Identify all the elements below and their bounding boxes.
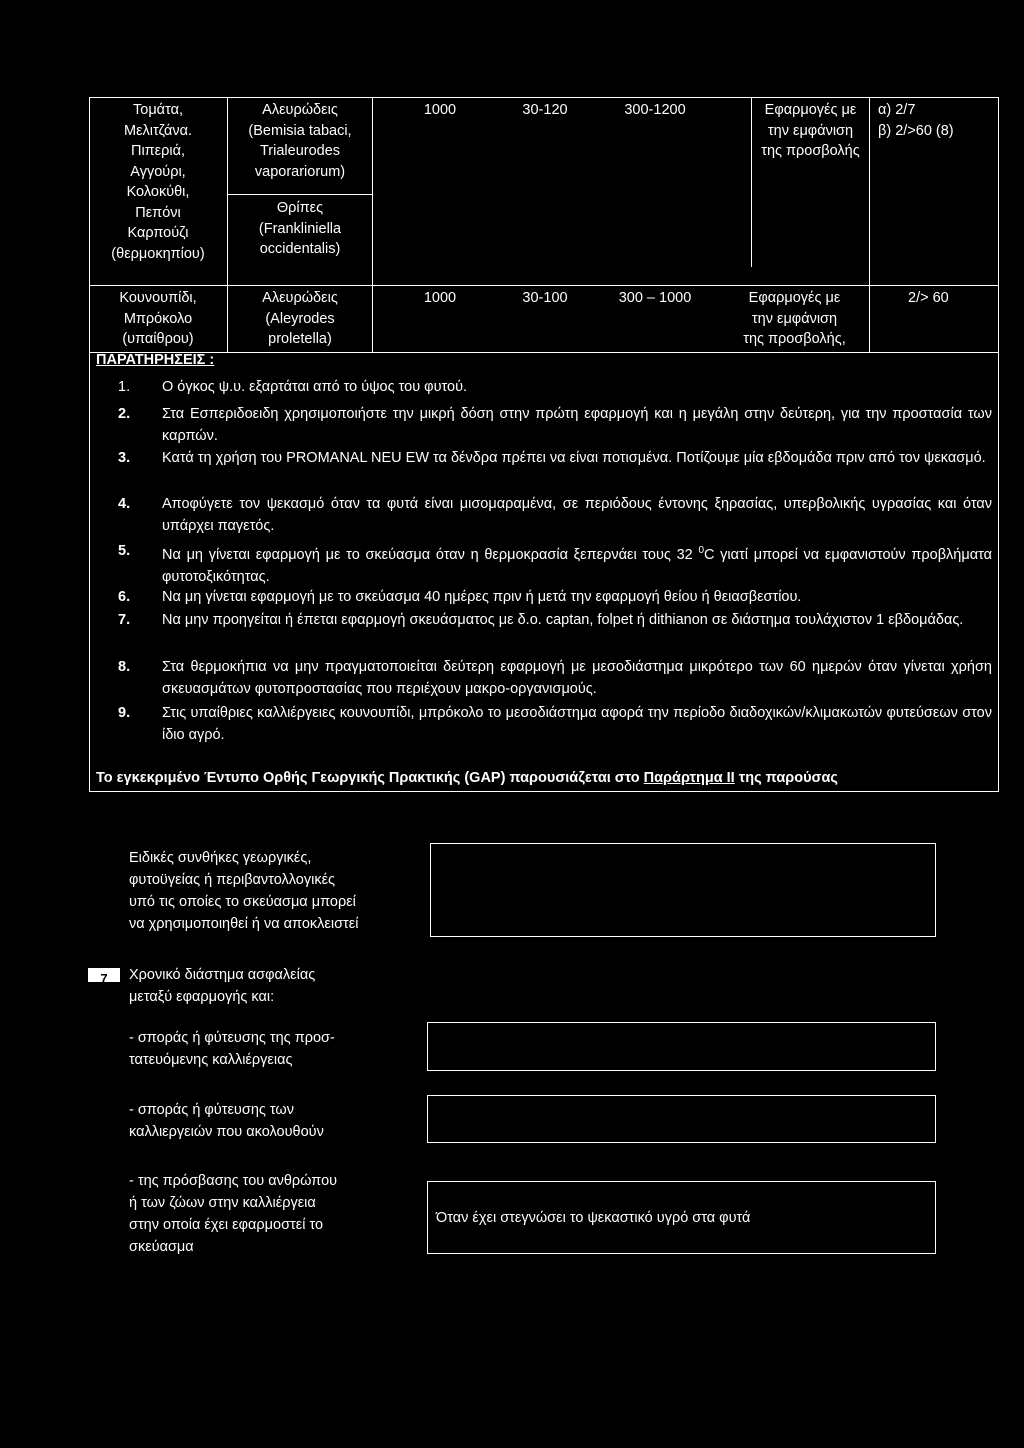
safety-item-label: - της πρόσβασης του ανθρώπου ή των ζώων στην καλλιέργεια στην οποία έχει εφαρμοστεί το σκεύασμα (129, 1173, 338, 1255)
timing-cell: Εφαρμογές με την εμφάνιση της προσβολής, (743, 290, 846, 347)
note-item: 9. Στις υπαίθριες καλλιέργειες κουνουπίδι, μπρόκολο το μεσοδιάστημα αφορά την περίοδο διαδοχικών/κλιμακωτών φυτεύσεων στον ίδιο αγρό. (118, 705, 992, 743)
safety-item-value: Όταν έχει στεγνώσει το ψεκαστικό υγρό στα φυτά (436, 1209, 751, 1226)
pest-cell: Θρίπες (Frankliniella occidentalis) (258, 200, 342, 257)
safety-item-box (427, 1095, 936, 1143)
crop-cell: Τομάτα, Μελιτζάνα. Πιπεριά, Αγγούρι, Κολοκύθι, Πεπόνι Καρπούζι (θερμοκηπίου) (111, 102, 205, 262)
note-item: 8. Στα θερμοκήπια να μην πραγματοποιείται δεύτερη εφαρμογή με μεσοδιάστημα μικρότερο των 60 ημερών όταν γίνεται χρήση σκευασμάτων φυτοπροστασίας που περιέχουν μακρο-οργανισμούς. (118, 659, 992, 697)
note-item: 5. Να μη γίνεται εφαρμογή με το σκεύασμα όταν η θερμοκρασία ξεπερνάει τους 32 $^0$C γιατί μπορεί να εμφανιστούν προβλήματα φυτοτοξικότητας. (118, 543, 993, 585)
section-number: 7 (88, 968, 120, 982)
safety-item-box (427, 1022, 936, 1071)
safety-interval-title: Χρονικό διάστημα ασφαλείας μεταξύ εφαρμογής και: (129, 967, 316, 1005)
timing-cell: Εφαρμογές με την εμφάνιση της προσβολής (761, 102, 860, 159)
apps-cell: 2/> 60 (908, 290, 949, 306)
note-item: 3. Κατά τη χρήση του PROMANAL NEU EW τα δένδρα πρέπει να είναι ποτισμένα. Ποτίζουμε μία εβδομάδα πριν από τον ψεκασμό. (118, 450, 986, 466)
volume-cell: 300-1200 (624, 102, 686, 118)
table-divider (89, 285, 999, 286)
annex-link[interactable]: Παράρτημα ΙΙ (643, 770, 735, 786)
safety-item-label: - σποράς ή φύτευσης της προσ- τατευόμενης καλλιέργειας (129, 1030, 335, 1068)
table-divider (869, 97, 870, 352)
rate-cell: 30-120 (522, 102, 568, 118)
gap-reference: Το εγκεκριμένο Έντυπο Ορθής Γεωργικής Πρακτικής (GAP) παρουσιάζεται στο Παράρτημα ΙΙ της παρούσας (96, 770, 838, 786)
special-conditions-label: Ειδικές συνθήκες γεωργικές, φυτοϋγείας ή περιβαντολλογικές υπό τις οποίες το σκεύασμα μπορεί να χρησιμοποιηθεί ή να αποκλειστεί (129, 850, 359, 932)
rate-cell: 30-100 (522, 290, 568, 306)
note-item: 7. Να μην προηγείται ή έπεται εφαρμογή σκευάσματος με δ.ο. captan, folpet ή dithianon σε διάστημα τουλάχιστον 1 εβδομάδας. (118, 612, 964, 628)
note-item: 1. Ο όγκος ψ.υ. εξαρτάται από το ύψος του φυτού. (118, 379, 468, 395)
crop-cell: Κουνουπίδι, Μπρόκολο (υπαίθρου) (119, 290, 197, 347)
special-conditions-box (430, 843, 936, 937)
notes-title: ΠΑΡΑΤΗΡΗΣΕΙΣ : (96, 352, 215, 368)
safety-item-box (427, 1181, 936, 1254)
volume-cell: 300 – 1000 (618, 290, 692, 306)
table-divider (227, 194, 373, 195)
table-divider (372, 97, 373, 352)
apps-cell: α) 2/7 β) 2/>60 (8) (878, 102, 954, 139)
note-item: 6. Να μη γίνεται εφαρμογή με το σκεύασμα 40 ημέρες πριν ή μετά την εφαρμογή θείου ή θειασβεστίου. (118, 589, 802, 605)
dose-cell: 1000 (423, 290, 457, 306)
pest-cell: Αλευρώδεις (Bemisia tabaci, Trialeurodes vaporariorum) (248, 102, 352, 180)
dose-cell: 1000 (423, 102, 457, 118)
note-item: 2. Στα Εσπεριδοειδη χρησιμοποιήστε την μικρή δόση στην πρώτη εφαρμογή και η μεγάλη στην δεύτερη, για την προστασία των καρπών. (118, 406, 992, 444)
safety-item-label: - σποράς ή φύτευσης των καλλιεργειών που ακολουθούν (129, 1102, 324, 1140)
pest-cell: Αλευρώδεις (Aleyrodes proletella) (262, 290, 338, 347)
note-item: 4. Αποφύγετε τον ψεκασμό όταν τα φυτά είναι μισομαραμένα, σε περιόδους έντονης ξηρασίας, υπερβολικής υγρασίας και όταν υπάρχει παγετός. (118, 496, 992, 534)
table-divider (89, 352, 999, 353)
